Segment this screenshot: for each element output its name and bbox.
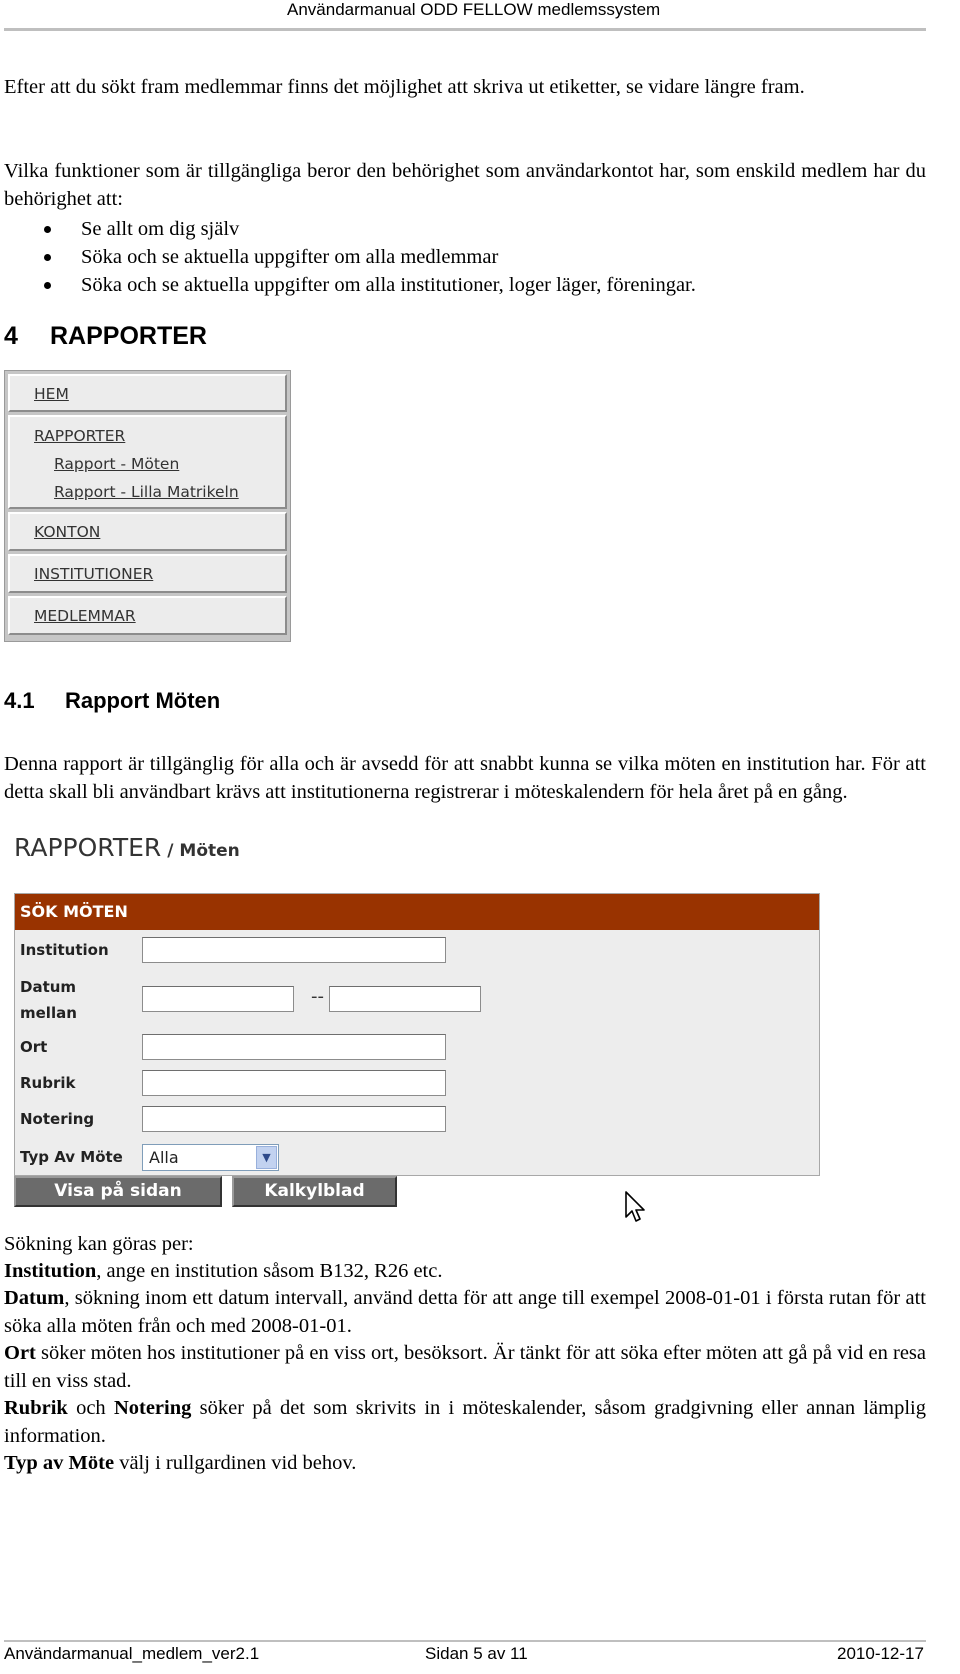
meeting-type-select[interactable]: Alla ▼ — [142, 1144, 279, 1171]
intro-paragraph-1: Efter att du sökt fram medlemmar finns det möjlighet att skriva ut etiketter, se vidare längre fram. — [4, 76, 805, 98]
label-institution: Institution — [20, 941, 109, 959]
nav-section-institutioner — [8, 554, 287, 593]
search-meetings-form — [14, 893, 820, 1176]
footer-filename: Användarmanual_medlem_ver2.1 — [4, 1644, 260, 1663]
nav-menu — [4, 370, 291, 642]
intro-paragraph-2: Vilka funktioner som är tillgängliga beror den behörighet som användarkontot har, som enskild medlem har du behörighet att: — [4, 160, 926, 210]
ort-input[interactable] — [142, 1034, 446, 1060]
list-item: Söka och se aktuella uppgifter om alla institutioner, loger läger, föreningar. — [4, 271, 904, 299]
explain-institution: Institution, ange en institution såsom B132, R26 etc. — [4, 1260, 443, 1282]
institution-input[interactable] — [142, 937, 446, 963]
header-title: Användarmanual ODD FELLOW medlemssystem — [287, 0, 661, 19]
mouse-cursor-icon — [624, 1190, 648, 1226]
date-to-input[interactable] — [329, 986, 481, 1012]
notering-input[interactable] — [142, 1106, 446, 1132]
nav-section-rapporter — [8, 415, 287, 509]
date-from-input[interactable] — [142, 986, 294, 1012]
show-on-page-button[interactable]: Visa på sidan — [14, 1176, 222, 1207]
explain-typ: Typ av Möte välj i rullgardinen vid behov. — [4, 1452, 357, 1474]
explain-rubrik-notering: Rubrik och Notering söker på det som skrivits in i möteskalender, såsom gradgivning eller annan lämplig information. — [4, 1397, 926, 1447]
nav-link-medlemmar[interactable]: MEDLEMMAR — [34, 607, 136, 625]
label-datum: Datum — [20, 978, 77, 996]
screen-page-title: RAPPORTER / Möten — [14, 833, 240, 862]
label-typ-av-mote: Typ Av Möte — [20, 1148, 123, 1166]
nav-link-institutioner[interactable]: INSTITUTIONER — [34, 565, 154, 583]
chevron-down-icon[interactable]: ▼ — [256, 1146, 277, 1169]
spreadsheet-button[interactable]: Kalkylblad — [232, 1176, 397, 1207]
date-separator: -- — [311, 986, 324, 1007]
section-heading-4-1: 4.1 Rapport Möten — [4, 688, 221, 713]
nav-link-konton[interactable]: KONTON — [34, 523, 101, 541]
nav-link-rapporter[interactable]: RAPPORTER — [34, 427, 126, 445]
rubrik-input[interactable] — [142, 1070, 446, 1096]
nav-section-konton — [8, 512, 287, 551]
nav-link-hem[interactable]: HEM — [34, 385, 69, 403]
label-notering: Notering — [20, 1110, 95, 1128]
footer-page-number: Sidan 5 av 11 — [425, 1644, 528, 1663]
bullet-icon — [44, 282, 51, 289]
section-4-1-paragraph: Denna rapport är tillgänglig för alla och är avsedd för att snabbt kunna se vilka möten en institution har. För att detta skall bli användbart krävs att institutionerna registrerar i möteskalendern för hela året på en gång. — [4, 753, 926, 803]
label-ort: Ort — [20, 1038, 48, 1056]
list-item: Söka och se aktuella uppgifter om alla medlemmar — [4, 243, 904, 271]
label-rubrik: Rubrik — [20, 1074, 76, 1092]
footer-divider — [4, 1640, 926, 1642]
explain-intro: Sökning kan göras per: — [4, 1233, 194, 1255]
bullet-icon — [44, 226, 51, 233]
document-header — [287, 0, 960, 20]
permission-list — [4, 215, 904, 299]
form-header: SÖK MÖTEN — [15, 894, 819, 930]
nav-section-medlemmar — [8, 596, 287, 635]
section-heading-4: 4 RAPPORTER — [4, 322, 207, 350]
nav-link-rapport-lilla-matrikeln[interactable]: Rapport - Lilla Matrikeln — [54, 483, 239, 501]
list-item: Se allt om dig själv — [4, 215, 904, 243]
header-divider — [4, 28, 926, 31]
explain-ort: Ort söker möten hos institutioner på en viss ort, besöksort. Är tänkt för att söka efter möten att gå på vid en resa till en viss stad. — [4, 1342, 926, 1392]
nav-section-hem — [8, 374, 287, 412]
nav-link-rapport-moten[interactable]: Rapport - Möten — [54, 455, 180, 473]
label-mellan: mellan — [20, 1004, 77, 1022]
explain-datum: Datum, sökning inom ett datum intervall, använd detta för att ange till exempel 2008-01-01 i första rutan för att söka alla möten från och med 2008-01-01. — [4, 1287, 926, 1337]
footer-date: 2010-12-17 — [837, 1644, 924, 1663]
bullet-icon — [44, 254, 51, 261]
